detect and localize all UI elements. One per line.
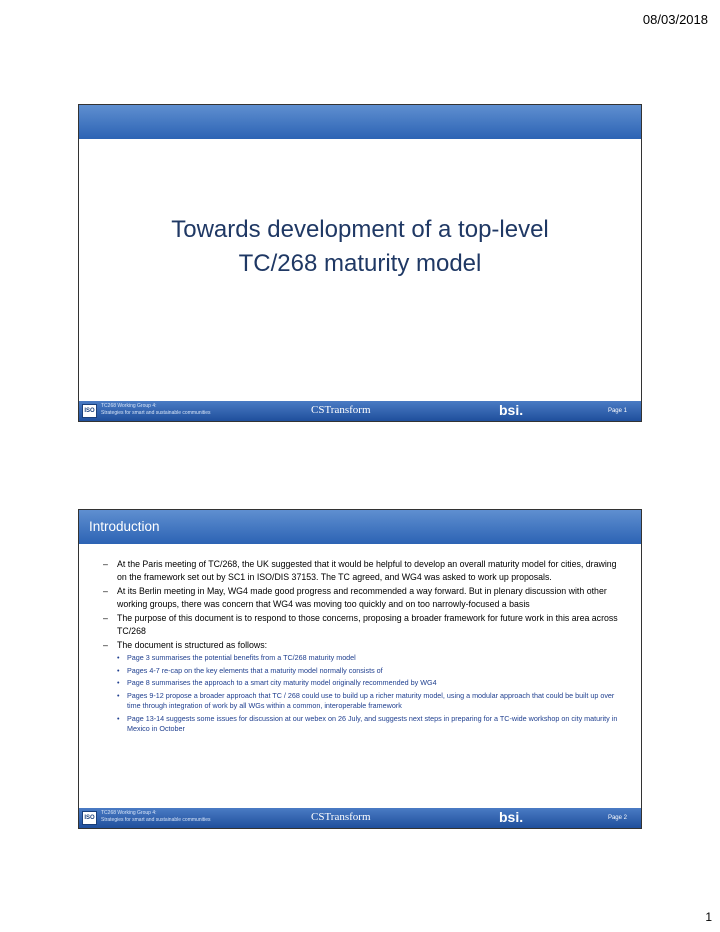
cstransform-logo: CSTransform	[311, 404, 371, 416]
title-line-1: Towards development of a top-level	[171, 216, 549, 243]
wg-line-2: Strategies for smart and sustainable communities	[101, 410, 211, 416]
bsi-logo: bsi.	[499, 402, 524, 418]
slide-heading: Introduction	[89, 519, 160, 534]
sub-bullet-item: • Pages 4-7 re-cap on the key elements that a maturity model normally consists of	[103, 666, 621, 677]
wg-line-1: TC268 Working Group 4:	[101, 810, 157, 816]
slide-header-band	[79, 510, 641, 544]
iso-logo-icon: ISO	[82, 811, 97, 825]
bullet-item: – At the Paris meeting of TC/268, the UK suggested that it would be helpful to develop an overall maturity model for cities, drawing on the framework set out by SC1 in ISO/DIS 37153. The TC agreed, and WG4 was asked to work up proposals.	[103, 558, 621, 584]
page-number: 1	[705, 910, 712, 924]
slide-footer	[79, 808, 641, 828]
cstransform-logo: CSTransform	[311, 811, 371, 823]
bsi-logo: bsi.	[499, 809, 524, 825]
header-date: 08/03/2018	[642, 12, 708, 27]
slide-footer	[79, 401, 641, 421]
iso-logo-icon: ISO	[82, 404, 97, 418]
slide-title	[79, 213, 641, 281]
bullet-item: – At its Berlin meeting in May, WG4 made good progress and recommended a way forward. But in plenary discussion with other working groups, there was concern that WG4 was moving too quickly and on too narrowly-focused a basis	[103, 585, 621, 611]
slide-page-label: Page 2	[607, 815, 627, 821]
slide-page-label: Page 1	[607, 408, 627, 414]
slide-body	[103, 558, 621, 737]
wg-line-2: Strategies for smart and sustainable communities	[101, 817, 211, 823]
slide-header-band	[79, 105, 641, 139]
bullet-item: – The purpose of this document is to respond to those concerns, proposing a broader framework for future work in this area across TC/268	[103, 612, 621, 638]
wg-line-1: TC268 Working Group 4:	[101, 403, 157, 409]
sub-bullet-item: • Pages 9-12 propose a broader approach that TC / 268 could use to build up a richer maturity model, using a modular approach that could be built up over time through integration of work by all WGs within a common, interoperable framework	[103, 691, 621, 712]
slide-2	[78, 509, 642, 829]
slide-1	[78, 104, 642, 422]
working-group-label	[101, 810, 211, 824]
title-line-2: TC/268 maturity model	[238, 250, 482, 277]
sub-bullet-item: • Page 8 summarises the approach to a smart city maturity model originally recommended by WG4	[103, 678, 621, 689]
sub-bullet-item: • Page 3 summarises the potential benefits from a TC/268 maturity model	[103, 653, 621, 664]
working-group-label	[101, 403, 211, 417]
sub-bullet-item: • Page 13-14 suggests some issues for discussion at our webex on 26 July, and suggests next steps in preparing for a TC-wide workshop on city maturity in Mexico in October	[103, 714, 621, 735]
bullet-item: – The document is structured as follows:	[103, 639, 621, 652]
